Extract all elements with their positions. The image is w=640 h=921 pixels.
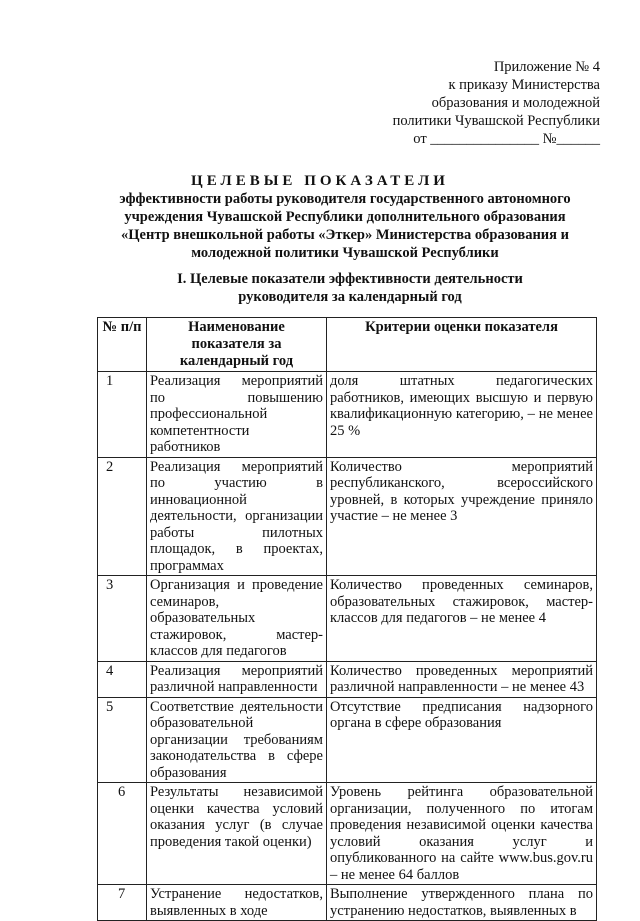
row-num: 6 [98, 783, 147, 885]
appendix-line: Приложение № 4 [493, 59, 600, 75]
document-title: ЦЕЛЕВЫЕ ПОКАЗАТЕЛИ [191, 173, 449, 189]
row-criteria: Количество проведенных мероприятий различной направленности – не менее 43 [327, 661, 597, 697]
table-row [98, 661, 597, 697]
appendix-line: образования и молодежной [431, 95, 600, 111]
row-indicator: Соответствие деятельности образовательной организации требованиям законодательства в сфере образования [147, 697, 327, 783]
indicators-table [97, 317, 597, 921]
table-header-row [98, 318, 597, 372]
row-num: 1 [98, 372, 147, 458]
row-num: 2 [98, 457, 147, 576]
row-indicator: Организация и проведение семинаров, образовательных стажировок, мастер-классов для педагогов [147, 576, 327, 662]
row-indicator: Результаты независимой оценки качества условий оказания услуг (в случае проведения такой оценки) [147, 783, 327, 885]
row-indicator: Реализация мероприятий по участию в инновационной деятельности, организации работы пилотных площадок, в проектах, программах [147, 457, 327, 576]
appendix-line: политики Чувашской Республики [392, 113, 600, 129]
header-num: № п/п [98, 318, 147, 372]
appendix-line: к приказу Министерства [448, 77, 600, 93]
row-criteria: Отсутствие предписания надзорного органа в сфере образования [327, 697, 597, 783]
row-criteria: Количество мероприятий республиканского, всероссийского уровней, в которых учреждение приняло участие – не менее 3 [327, 457, 597, 576]
table-row [98, 783, 597, 885]
row-indicator: Устранение недостатков, выявленных в ходе [147, 885, 327, 921]
table-row [98, 372, 597, 458]
header-criteria: Критерии оценки показателя [327, 318, 597, 372]
table-row [98, 697, 597, 783]
row-criteria: Уровень рейтинга образовательной организации, полученного по итогам проведения независимой оценки качества условий оказания услуг и опубликованного на сайте www.bus.gov.ru – не менее 64 баллов [327, 783, 597, 885]
row-num: 7 [98, 885, 147, 921]
appendix-date-number-line: от _______________ №______ [413, 131, 600, 147]
row-indicator: Реализация мероприятий различной направленности [147, 661, 327, 697]
row-criteria: Количество проведенных семинаров, образовательных стажировок, мастер-классов для педагогов – не менее 4 [327, 576, 597, 662]
table-row [98, 457, 597, 576]
row-num: 5 [98, 697, 147, 783]
table-row [98, 885, 597, 921]
section-title: I. Целевые показатели эффективности деятельности руководителя за календарный год [177, 271, 523, 305]
appendix-block [340, 58, 600, 148]
document-subtitle: эффективности работы руководителя государственного автономного учреждения Чувашской Республики дополнительного образования «Центр внешкольной работы «Эткер» Министерства образования и молодежной политики Чувашской Республики [119, 191, 571, 261]
row-num: 3 [98, 576, 147, 662]
row-indicator: Реализация мероприятий по повышению профессиональной компетентности работников [147, 372, 327, 458]
row-criteria: Выполнение утвержденного плана по устранению недостатков, выявленных в [327, 885, 597, 921]
table-row [98, 576, 597, 662]
header-indicator: Наименование показателя за календарный год [147, 318, 327, 372]
row-criteria: доля штатных педагогических работников, имеющих высшую и первую квалификационную категорию, – не менее 25 % [327, 372, 597, 458]
row-num: 4 [98, 661, 147, 697]
